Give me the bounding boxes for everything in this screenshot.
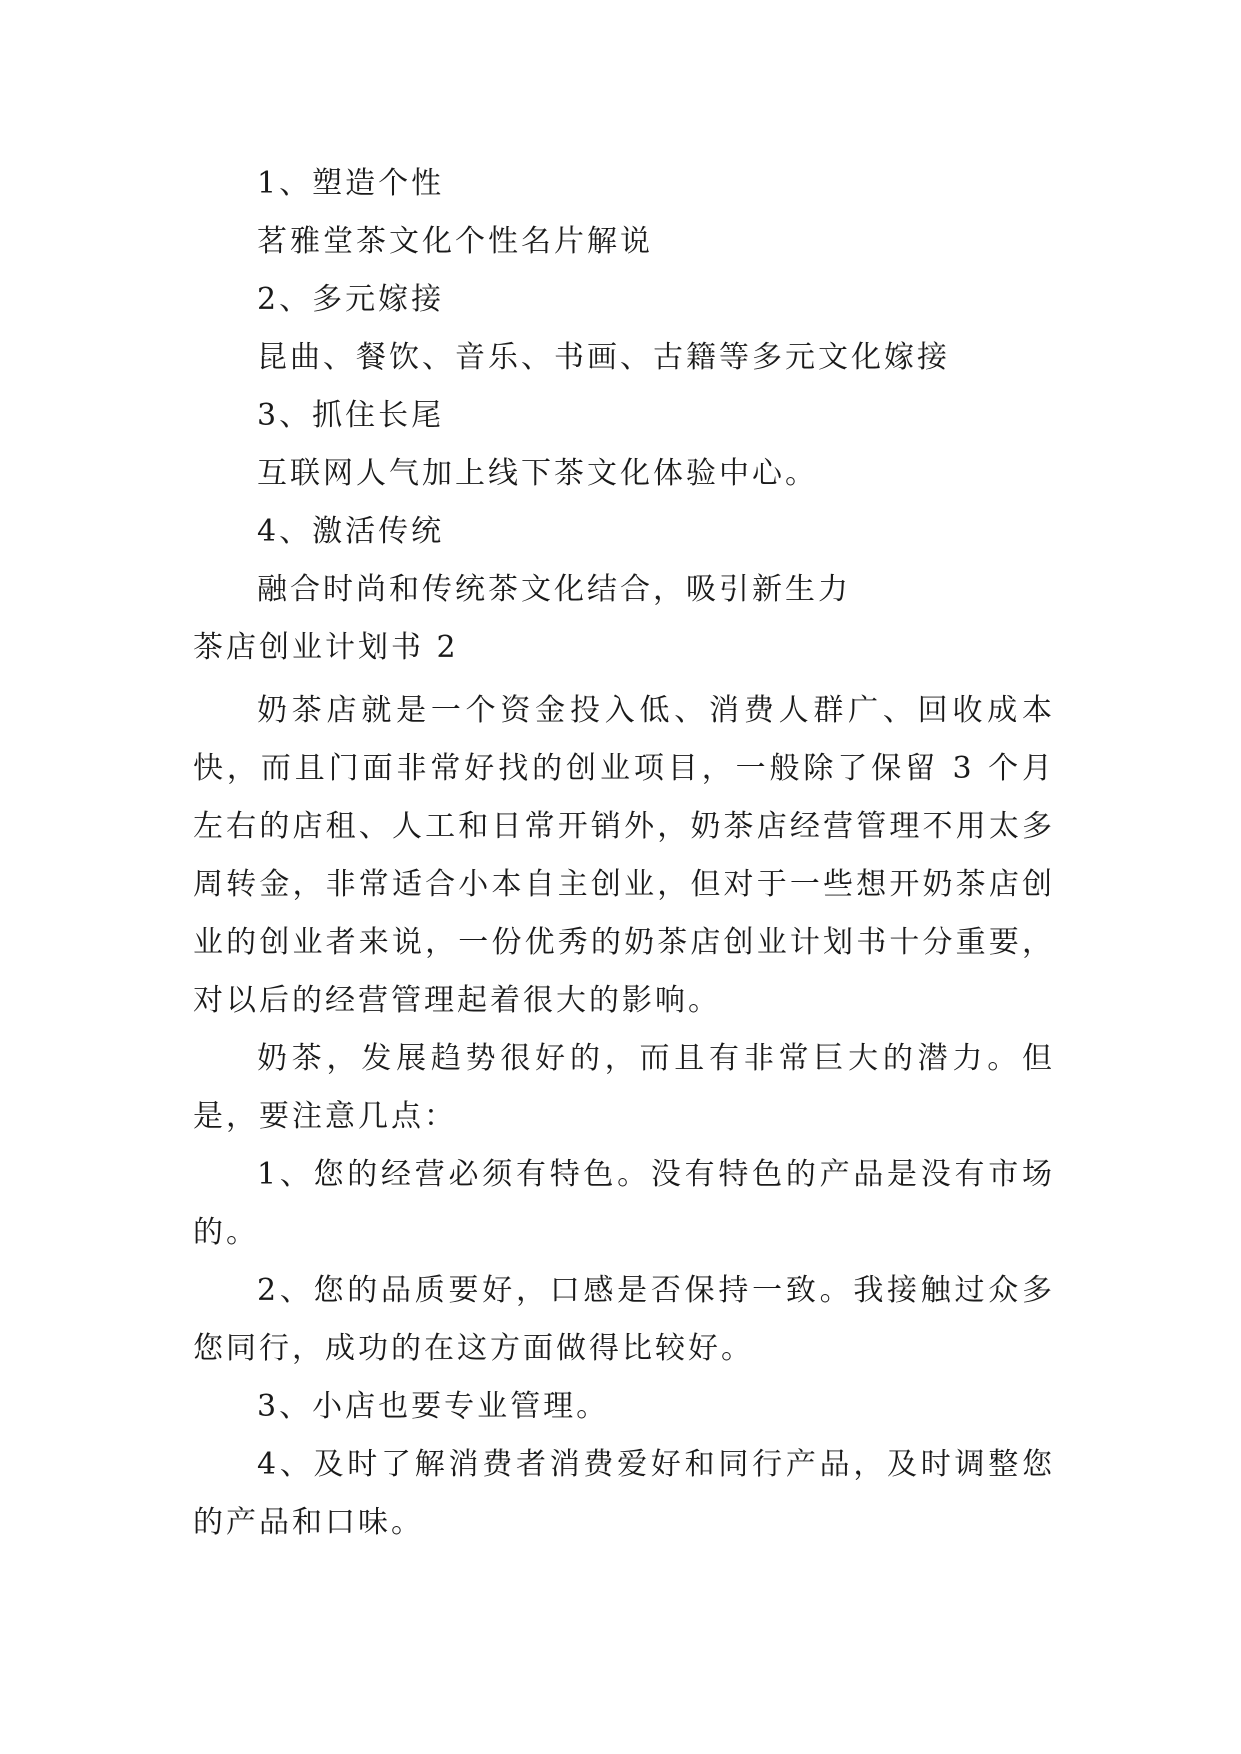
paragraph-point-1: 1、您的经营必须有特色。没有特色的产品是没有市场的。 [193, 1157, 1055, 1250]
list-heading-1: 1、塑造个性 [257, 166, 445, 201]
paragraph-intro: 奶茶店就是一个资金投入低、消费人群广、回收成本快，而且门面非常好找的创业项目，一般除了保留 3 个月左右的店租、人工和日常开销外，奶茶店经营管理不用太多周转金，非常适合小本自主创业，但对于一些想开奶茶店创业的创业者来说，一份优秀的奶茶店创业计划书十分重要，对以后的经营管理起着很大的影响。 [193, 693, 1055, 1018]
list-heading-4: 4、激活传统 [257, 514, 445, 549]
list-text-3: 互联网人气加上线下茶文化体验中心。 [257, 456, 818, 491]
paragraph-point-2: 2、您的品质要好，口感是否保持一致。我接触过众多您同行，成功的在这方面做得比较好。 [193, 1273, 1055, 1366]
list-heading-2: 2、多元嫁接 [257, 282, 445, 317]
paragraph-trend: 奶茶，发展趋势很好的，而且有非常巨大的潜力。但是，要注意几点： [193, 1041, 1055, 1134]
section-title: 茶店创业计划书 2 [193, 630, 459, 665]
list-heading-3: 3、抓住长尾 [257, 398, 445, 433]
paragraph-point-4: 4、及时了解消费者消费爱好和同行产品，及时调整您的产品和口味。 [193, 1447, 1055, 1540]
paragraph-point-3: 3、小店也要专业管理。 [257, 1389, 610, 1424]
list-text-1: 茗雅堂茶文化个性名片解说 [257, 224, 653, 259]
list-text-2: 昆曲、餐饮、音乐、书画、古籍等多元文化嫁接 [257, 340, 950, 375]
list-text-4: 融合时尚和传统茶文化结合，吸引新生力 [257, 572, 851, 607]
